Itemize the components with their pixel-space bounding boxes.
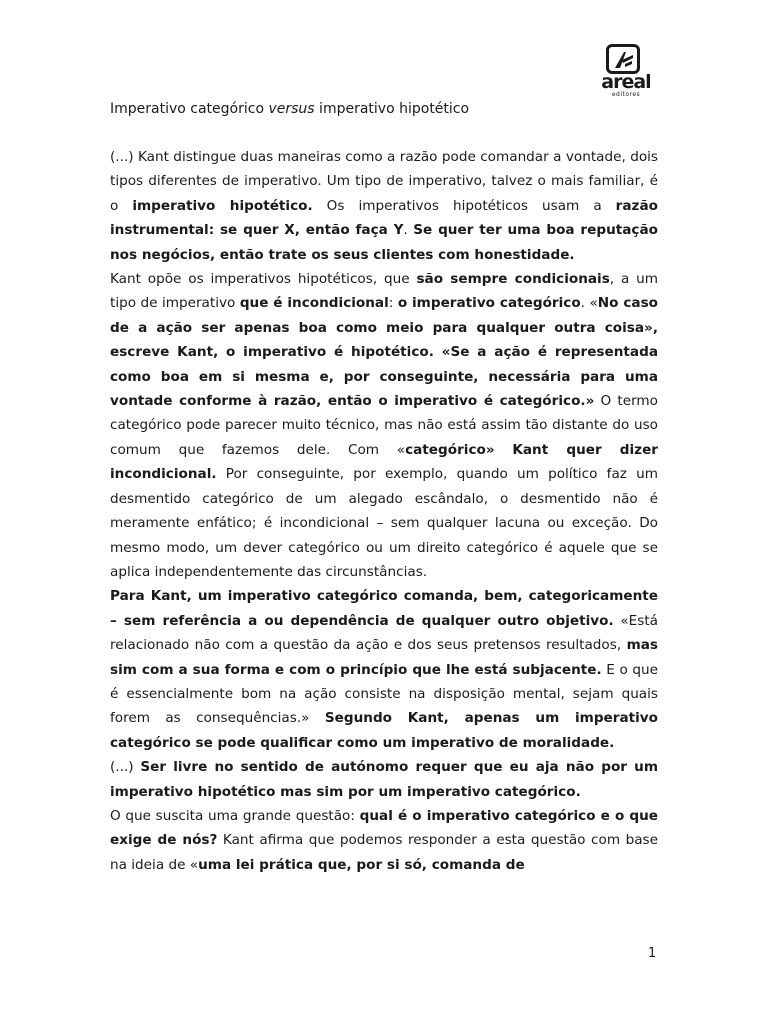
text-run: Por conseguinte, por exemplo, quando um político faz um desmentido categórico de um alegado escândalo, o desmentido não é meramente enfático; é incondicional – sem qualquer lacuna ou exceção. Do mesmo modo, um dever categórico ou um direito categórico é aquele que se aplica independentemente das circunstâncias. xyxy=(110,466,658,580)
text-run: : xyxy=(388,295,398,312)
logo-mark-icon xyxy=(606,44,640,74)
paragraph xyxy=(110,145,658,267)
bold-text: Se quer ter uma boa reputação nos negócios, então trate os seus clientes com honestidade. xyxy=(110,222,658,263)
text-run: (...) Kant distingue duas maneiras como a razão pode comandar a vontade, dois tipos diferentes de imperativo. Um tipo de imperativo, talvez o mais familiar, é o xyxy=(110,149,658,214)
logo-name: areal xyxy=(601,71,651,93)
bold-text: Kant quer dizer incondicional. xyxy=(110,441,659,483)
bold-text: categórico» xyxy=(405,441,495,458)
logo-subtitle: editores xyxy=(611,91,641,98)
bold-text: são sempre condicionais xyxy=(416,271,610,288)
title-part-2: versus xyxy=(268,101,315,117)
paragraph xyxy=(110,755,658,804)
text-run xyxy=(495,442,513,458)
text-run: , a um tipo de imperativo xyxy=(110,271,658,312)
bold-text: Ser livre no sentido de autónomo requer que eu aja não por um imperativo hipotético mas sim por um imperativo categórico. xyxy=(110,759,658,800)
bold-text: mas sim com a sua forma e com o princípio que lhe está subjacente. xyxy=(110,637,658,678)
text-run: O que suscita uma grande questão: xyxy=(110,807,360,824)
document-body xyxy=(110,145,658,877)
bold-text: qual é o imperativo categórico e o que exige de nós? xyxy=(110,807,659,849)
text-run: Kant afirma que podemos responder a esta questão com base na ideia de « xyxy=(110,832,658,873)
text-run: . « xyxy=(580,295,598,312)
text-run: Os imperativos hipotéticos usam a xyxy=(312,197,616,214)
bold-text: que é incondicional xyxy=(239,295,389,312)
text-run: Kant opõe os imperativos hipotéticos, que xyxy=(110,271,417,288)
paragraph xyxy=(110,804,658,877)
bold-text: imperativo hipotético. xyxy=(132,197,313,214)
bold-text: razão instrumental: se quer X, então faça Y xyxy=(110,197,658,239)
text-run: . xyxy=(403,222,414,239)
text-run: «Está relacionado não com a questão da ação e dos seus pretensos resultados, xyxy=(110,612,658,654)
paragraph xyxy=(110,267,658,584)
text-run: O termo categórico pode parecer muito técnico, mas não está assim tão distante do uso comum que fazemos dele. Com « xyxy=(110,393,658,458)
bold-text: o imperativo categórico xyxy=(397,295,581,312)
bold-text: No caso de a ação ser apenas boa como meio para qualquer outra coisa», escreve Kant, o imperativo é hipotético. «Se a ação é representada como boa em si mesma e, por conseguinte, necessária para uma vontade conforme à razão, então o imperativo é categórico.» xyxy=(110,295,659,410)
bold-text: Segundo Kant, apenas um imperativo categórico se pode qualificar como um imperativo de moralidade. xyxy=(110,710,659,751)
text-run: E o que é essencialmente bom na ação consiste na disposição mental, sejam quais forem as consequências.» xyxy=(110,661,658,727)
paragraph xyxy=(110,584,658,755)
bold-text: Para Kant, um imperativo categórico comanda, bem, categoricamente – sem referência a ou dependência de qualquer outro objetivo. xyxy=(110,588,658,629)
page-number: 1 xyxy=(648,946,657,961)
bold-text: uma lei prática que, por si só, comanda de xyxy=(198,856,525,873)
publisher-logo xyxy=(596,44,656,100)
title-part-1: Imperativo categórico xyxy=(110,101,269,117)
page-title xyxy=(110,99,670,119)
title-part-3: imperativo hipotético xyxy=(314,101,470,117)
text-run: (...) xyxy=(110,759,141,776)
